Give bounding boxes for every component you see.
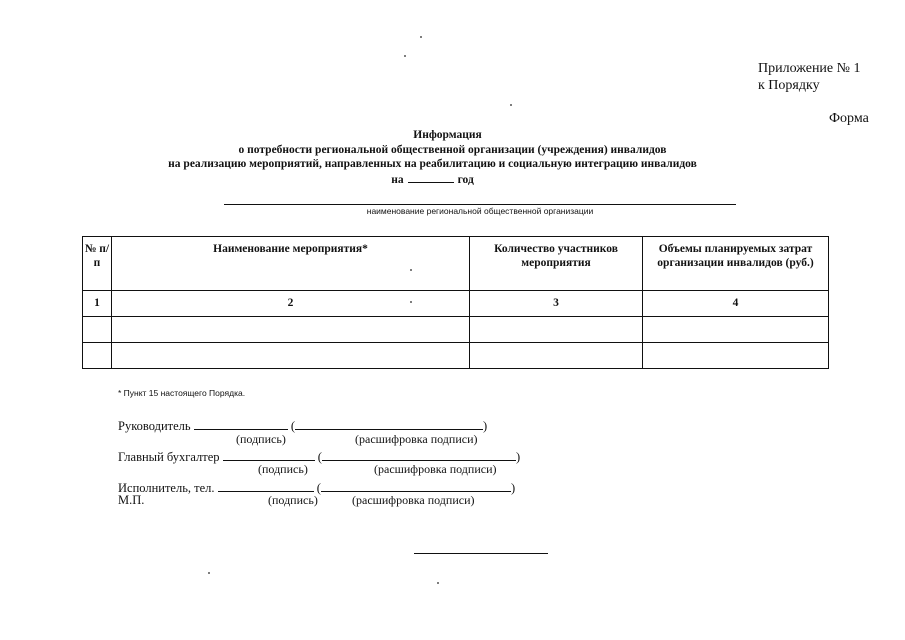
accountant-signature-caption: (подпись) — [258, 462, 308, 476]
table-row — [83, 317, 829, 343]
executor-signature-field[interactable] — [218, 479, 314, 492]
title-line-1: Информация — [413, 129, 482, 141]
bottom-separator — [414, 553, 548, 554]
scan-speck — [410, 269, 412, 271]
paren-open: ( — [290, 419, 296, 433]
table-cell[interactable] — [643, 317, 829, 343]
scan-speck — [510, 104, 512, 106]
title-line-2: о потребности региональной общественной организации (учреждения) инвалидов — [238, 143, 667, 156]
organization-name-field[interactable] — [224, 204, 736, 205]
year-blank-field[interactable] — [408, 172, 454, 183]
head-signature-field[interactable] — [194, 417, 288, 430]
appendix-reference — [758, 60, 861, 94]
column-number-4: 4 — [643, 291, 829, 317]
header-planned-costs: Объемы планируемых затрат организации инвалидов (руб.) — [643, 237, 829, 291]
accountant-signature-field[interactable] — [223, 448, 315, 461]
title-line-3: на реализацию мероприятий, направленных на реабилитацию и социальную интеграцию инвалидов — [168, 158, 697, 170]
paren-close: ) — [510, 481, 516, 495]
activities-table — [82, 236, 829, 369]
table-header-row — [83, 237, 829, 291]
head-signature-caption: (подпись) — [236, 432, 286, 446]
executor-signature-caption: (подпись) — [268, 493, 318, 507]
table-cell[interactable] — [112, 343, 470, 369]
paren-open: ( — [316, 481, 321, 495]
document-title — [0, 128, 905, 187]
table-row — [83, 343, 829, 369]
table-cell[interactable] — [470, 343, 643, 369]
scan-speck — [437, 582, 439, 584]
column-number-3: 3 — [470, 291, 643, 317]
table-cell[interactable] — [83, 317, 112, 343]
column-number-2: 2 — [112, 291, 470, 317]
table-cell[interactable] — [112, 317, 470, 343]
accountant-decoding-field[interactable] — [322, 448, 516, 461]
scan-speck — [410, 301, 412, 303]
appendix-order: к Порядку — [758, 78, 820, 93]
head-label: Руководитель — [118, 419, 191, 433]
header-participants-count: Количество участников мероприятия — [470, 237, 643, 291]
table-column-numbers-row — [83, 291, 829, 317]
scan-speck — [208, 572, 210, 574]
form-label: Форма — [829, 111, 869, 126]
head-decoding-field[interactable] — [295, 417, 483, 430]
header-number: № п/п — [83, 237, 112, 291]
accountant-label: Главный бухгалтер — [118, 450, 220, 464]
paren-open: ( — [317, 450, 322, 464]
scan-speck — [420, 36, 422, 38]
organization-name-caption: наименование региональной общественной организации — [366, 206, 594, 216]
paren-close: ) — [515, 450, 521, 464]
executor-decoding-caption: (расшифровка подписи) — [352, 493, 475, 507]
table-cell[interactable] — [470, 317, 643, 343]
paren-close: ) — [483, 419, 488, 433]
executor-decoding-field[interactable] — [321, 479, 511, 492]
column-number-1: 1 — [83, 291, 112, 317]
header-activity-name: Наименование мероприятия* — [112, 237, 470, 291]
table-cell[interactable] — [643, 343, 829, 369]
executor-label: Исполнитель, тел. — [118, 481, 215, 495]
table-cell[interactable] — [83, 343, 112, 369]
title-year-suffix: год — [457, 173, 474, 186]
title-year-prefix: на — [391, 173, 404, 186]
title-line-4 — [0, 172, 905, 188]
scan-speck — [404, 55, 406, 57]
appendix-number: Приложение № 1 — [758, 61, 861, 76]
head-decoding-caption: (расшифровка подписи) — [355, 432, 478, 446]
stamp-label: М.П. — [118, 493, 145, 507]
accountant-decoding-caption: (расшифровка подписи) — [374, 462, 497, 476]
footnote: * Пункт 15 настоящего Порядка. — [118, 388, 246, 398]
